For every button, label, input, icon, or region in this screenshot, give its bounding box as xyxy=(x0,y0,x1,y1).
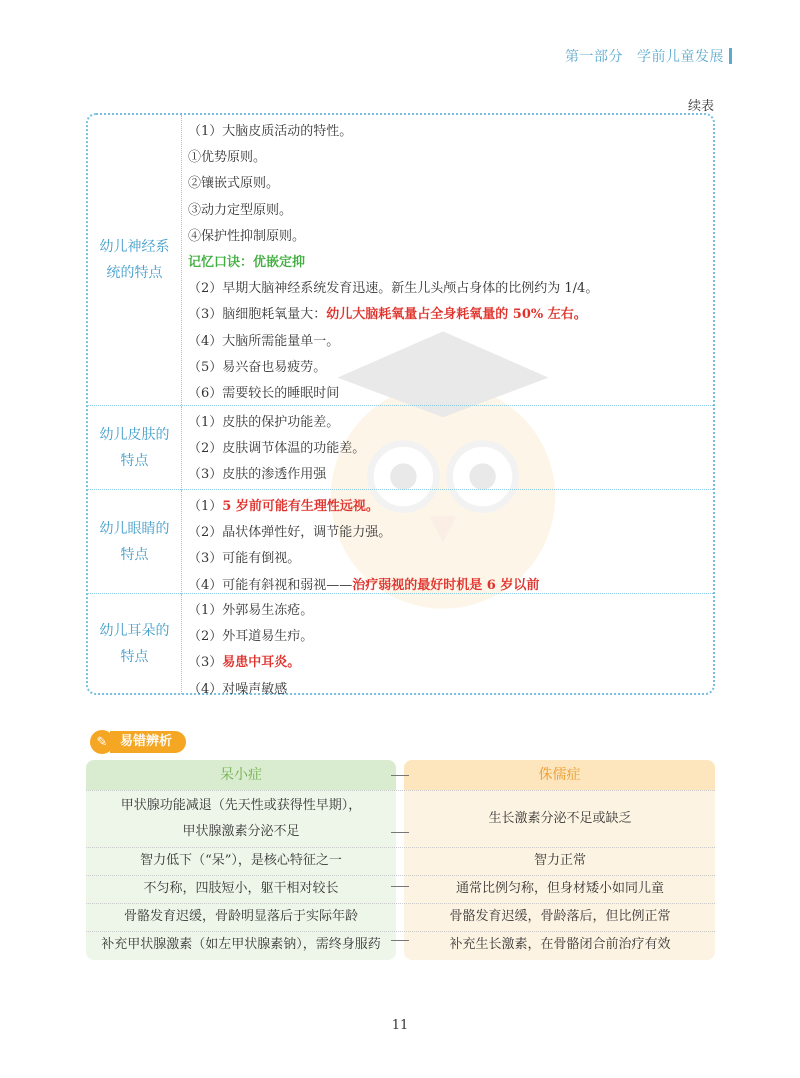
line: （1）大脑皮质活动的特性。 xyxy=(188,124,353,139)
header-part: 第一部分 xyxy=(565,49,623,65)
header-chapter: 学前儿童发展 xyxy=(637,49,724,65)
continued-label: 续表 xyxy=(687,99,714,114)
right-cell: 生长激素分泌不足或缺乏 xyxy=(488,811,632,826)
line: （1）皮肤的保护功能差。 xyxy=(188,415,340,430)
left-cell: 骨骼发育迟缓，骨龄明显落后于实际年龄 xyxy=(123,909,358,924)
line: ④保护性抑制原则。 xyxy=(188,228,306,244)
error-analysis-heading xyxy=(90,728,186,756)
section-label: 幼儿眼睛的特点 xyxy=(99,521,170,563)
line: ③动力定型原则。 xyxy=(188,202,293,218)
left-cell: 甲状腺功能减退（先天性或获得性早期）， xyxy=(120,798,362,813)
section-ears xyxy=(88,593,713,697)
section-lines xyxy=(188,494,705,599)
section-nervous-system xyxy=(88,115,713,405)
line: （1）外郭易生冻疮。 xyxy=(188,603,314,618)
right-cell: 通常比例匀称，但身材矮小如同儿童 xyxy=(455,881,664,896)
line: （4）大脑所需能量单一。 xyxy=(188,333,340,349)
line: （6）需要较长的睡眠时间 xyxy=(188,385,340,401)
comparison-row xyxy=(86,931,715,959)
section-label: 幼儿耳朵的特点 xyxy=(99,623,170,665)
mnemonic-line: 记忆口诀：优嵌定抑 xyxy=(188,254,306,270)
left-header: 呆小症 xyxy=(86,760,396,790)
section-eyes xyxy=(88,489,713,594)
notebook-icon: ✎ xyxy=(90,730,114,754)
section-lines xyxy=(188,410,705,489)
header-bar xyxy=(729,48,732,64)
line: （1）5 岁前可能有生理性远视。 xyxy=(188,499,379,514)
error-analysis-title: 易错辨析 xyxy=(110,731,186,753)
section-lines xyxy=(188,598,705,703)
comparison-row xyxy=(86,875,715,903)
left-cell: 不匀称，四肢短小，躯干相对较长 xyxy=(143,881,339,896)
comparison-row xyxy=(86,791,715,847)
section-label: 幼儿皮肤的特点 xyxy=(99,427,170,469)
line: （2）晶状体弹性好，调节能力强。 xyxy=(188,525,392,541)
left-cell: 甲状腺激素分泌不足 xyxy=(182,824,300,839)
right-cell: 骨骼发育迟缓，骨龄落后，但比例正常 xyxy=(449,909,671,924)
comparison-row xyxy=(86,903,715,931)
line: ②镶嵌式原则。 xyxy=(188,176,280,192)
characteristics-table xyxy=(86,113,715,695)
section-label: 幼儿神经系统的特点 xyxy=(99,239,170,281)
line: （2）早期大脑神经系统发育迅速。新生儿头颅占身体的比例约为 1/4。 xyxy=(188,281,599,297)
right-header: 侏儒症 xyxy=(404,760,715,790)
line: （3）皮肤的渗透作用强 xyxy=(188,467,327,483)
line: （2）皮肤调节体温的功能差。 xyxy=(188,441,366,457)
running-header xyxy=(565,46,724,66)
line: ①优势原则。 xyxy=(188,150,267,166)
section-skin xyxy=(88,405,713,490)
line: （3）易患中耳炎。 xyxy=(188,655,301,671)
left-cell: 智力低下（“呆”），是核心特征之一 xyxy=(140,853,342,868)
line: （3）脑细胞耗氧量大：幼儿大脑耗氧量占全身耗氧量的 50% 左右。 xyxy=(188,307,587,323)
line: （3）可能有倒视。 xyxy=(188,551,301,567)
right-cell: 补充生长激素，在骨骼闭合前治疗有效 xyxy=(449,937,671,952)
left-cell: 补充甲状腺激素（如左甲状腺素钠），需终身服药 xyxy=(101,937,381,952)
line: （4）对噪声敏感 xyxy=(188,681,288,697)
line: （2）外耳道易生疖。 xyxy=(188,629,314,645)
line: （5）易兴奋也易疲劳。 xyxy=(188,359,327,375)
comparison-table xyxy=(86,760,715,960)
section-lines xyxy=(188,119,705,407)
line: （4）可能有斜视和弱视——治疗弱视的最好时机是 6 岁以前 xyxy=(188,577,540,593)
comparison-row xyxy=(86,847,715,875)
right-cell: 智力正常 xyxy=(533,853,586,868)
page-number: 11 xyxy=(391,1018,409,1033)
